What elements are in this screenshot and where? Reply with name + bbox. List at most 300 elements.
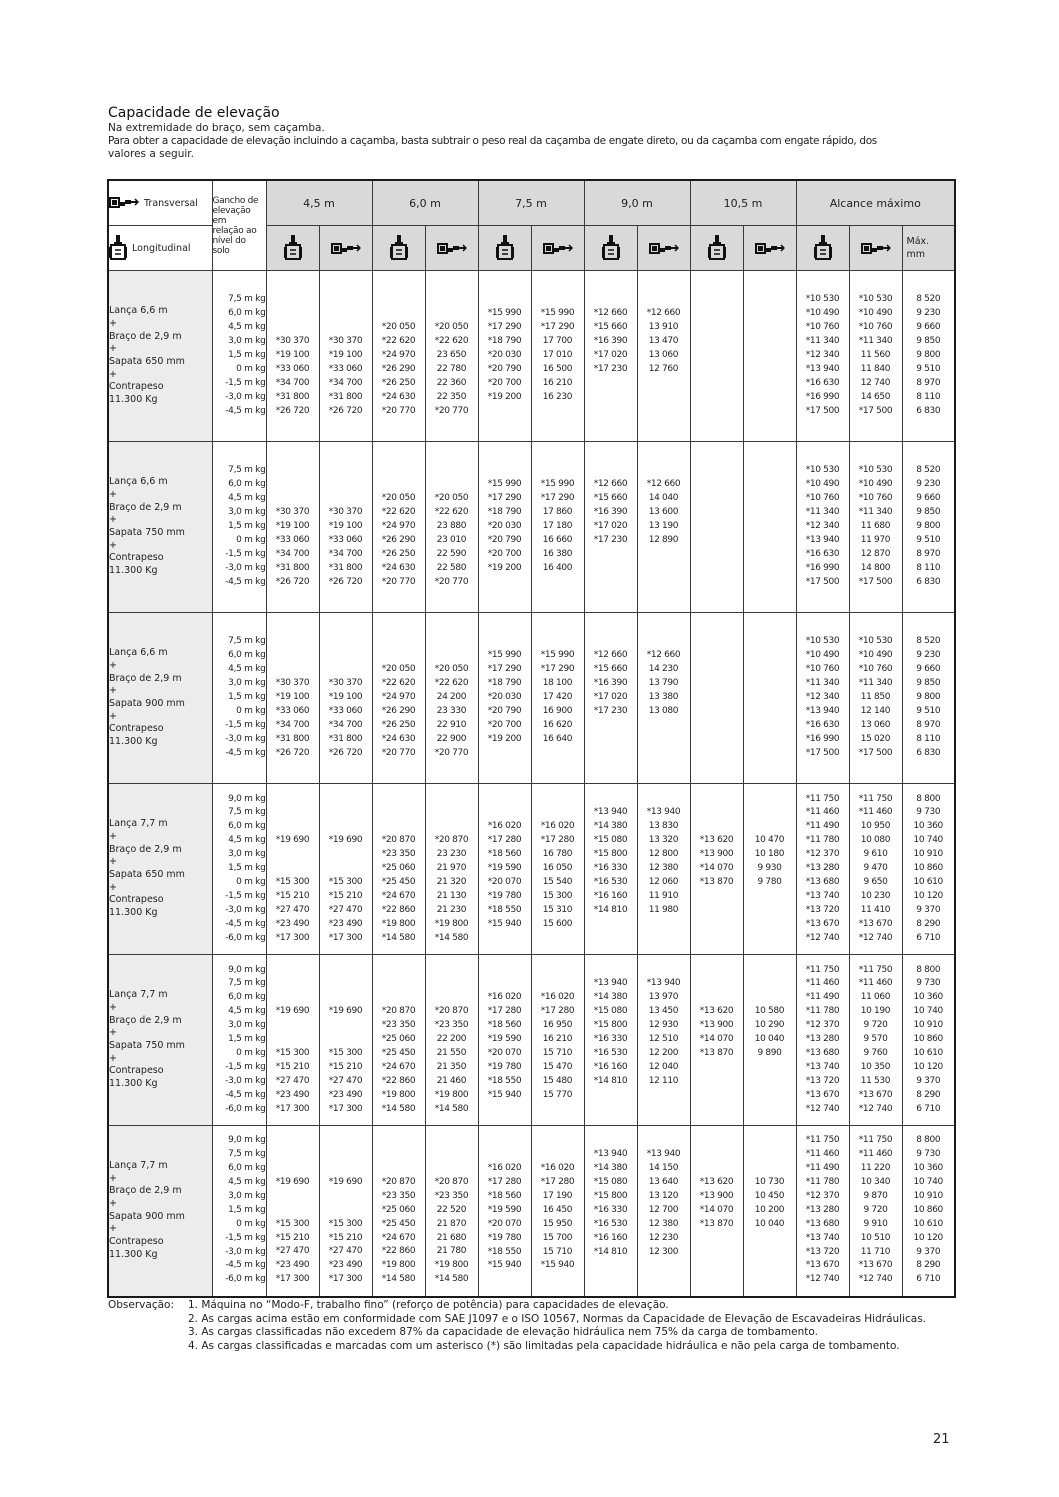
capacity-value: *26 720 bbox=[328, 405, 363, 416]
capacity-value: *33 060 bbox=[275, 363, 310, 374]
capacity-value bbox=[638, 793, 690, 807]
capacity-value bbox=[373, 806, 425, 820]
height-cell bbox=[212, 784, 266, 955]
capacity-value bbox=[691, 506, 743, 520]
capacity-value: *22 620 bbox=[434, 507, 469, 518]
capacity-value: *26 720 bbox=[275, 747, 310, 758]
capacity-value bbox=[320, 492, 372, 506]
capacity-value: *20 870 bbox=[381, 1176, 416, 1187]
capacity-value: *19 590 bbox=[487, 863, 522, 874]
capacity-value bbox=[373, 635, 425, 649]
capacity-cell bbox=[584, 955, 637, 1126]
capacity-value bbox=[585, 747, 637, 761]
capacity-value: 11 850 bbox=[860, 692, 891, 703]
capacity-value: *23 490 bbox=[328, 1260, 363, 1271]
max-mm-label: Máx. bbox=[906, 236, 930, 247]
capacity-value bbox=[479, 964, 531, 978]
capacity-value bbox=[532, 1148, 584, 1162]
capacity-value: *34 700 bbox=[275, 719, 310, 730]
height-value: 3,0 m kg bbox=[228, 507, 266, 518]
capacity-value: *19 100 bbox=[275, 692, 310, 703]
capacity-value bbox=[479, 576, 531, 590]
capacity-value: 10 180 bbox=[754, 849, 785, 860]
capacity-value: 6 710 bbox=[916, 1274, 941, 1285]
capacity-value bbox=[320, 649, 372, 663]
capacity-value: 8 290 bbox=[916, 1260, 941, 1271]
capacity-value bbox=[638, 576, 690, 590]
capacity-cell bbox=[478, 442, 531, 613]
capacity-value: 12 040 bbox=[648, 1061, 679, 1072]
capacity-value: 10 350 bbox=[860, 1061, 891, 1072]
config-line: Sapata 900 mm bbox=[109, 1210, 185, 1222]
capacity-value: *12 370 bbox=[805, 1190, 840, 1201]
capacity-value: *22 620 bbox=[434, 678, 469, 689]
longitudinal-icon bbox=[109, 235, 127, 261]
capacity-value: *33 060 bbox=[275, 534, 310, 545]
config-line: Contrapeso bbox=[109, 1236, 164, 1248]
capacity-value: 17 010 bbox=[542, 350, 573, 361]
capacity-value: *20 070 bbox=[487, 1047, 522, 1058]
capacity-value: *26 720 bbox=[328, 747, 363, 758]
capacity-value: *20 770 bbox=[434, 405, 469, 416]
capacity-value bbox=[267, 1148, 319, 1162]
capacity-value: *16 390 bbox=[593, 507, 628, 518]
capacity-value: *12 740 bbox=[805, 932, 840, 943]
capacity-cell bbox=[902, 442, 955, 613]
capacity-value: 6 830 bbox=[916, 405, 941, 416]
capacity-value bbox=[691, 733, 743, 747]
capacity-value bbox=[320, 964, 372, 978]
capacity-value: *15 940 bbox=[487, 918, 522, 929]
capacity-value: 8 800 bbox=[916, 793, 941, 804]
capacity-value: *15 660 bbox=[593, 493, 628, 504]
config-block-row bbox=[108, 955, 955, 1126]
capacity-value bbox=[585, 964, 637, 978]
capacity-value: 10 740 bbox=[913, 1176, 943, 1187]
capacity-value: *16 630 bbox=[805, 719, 840, 730]
capacity-value: *16 530 bbox=[593, 1218, 628, 1229]
capacity-value: 8 110 bbox=[916, 562, 941, 573]
capacity-value: 11 560 bbox=[860, 350, 891, 361]
capacity-value: *16 390 bbox=[593, 678, 628, 689]
capacity-value: *23 350 bbox=[381, 1190, 416, 1201]
capacity-value: 14 800 bbox=[860, 562, 891, 573]
config-cell bbox=[108, 1126, 212, 1297]
side-view-col-icon bbox=[531, 226, 584, 271]
capacity-value bbox=[585, 1103, 637, 1117]
capacity-value: 12 760 bbox=[648, 363, 679, 374]
capacity-value: *34 700 bbox=[275, 548, 310, 559]
capacity-value: *14 070 bbox=[699, 863, 734, 874]
capacity-value: *15 210 bbox=[328, 1061, 363, 1072]
capacity-value: *10 490 bbox=[858, 650, 893, 661]
capacity-cell bbox=[849, 271, 902, 442]
capacity-value bbox=[638, 1273, 690, 1287]
capacity-value: 13 470 bbox=[648, 336, 679, 347]
capacity-value: *13 940 bbox=[646, 807, 681, 818]
capacity-value: *18 560 bbox=[487, 1020, 522, 1031]
capacity-value: 8 520 bbox=[916, 294, 941, 305]
capacity-value bbox=[744, 492, 796, 506]
height-value: -1,5 m kg bbox=[225, 719, 266, 730]
capacity-value: 13 080 bbox=[648, 705, 679, 716]
capacity-value: *18 790 bbox=[487, 336, 522, 347]
capacity-value: *19 100 bbox=[275, 521, 310, 532]
height-value: -4,5 m kg bbox=[225, 918, 266, 929]
capacity-value: 8 290 bbox=[916, 1089, 941, 1100]
capacity-value: *27 470 bbox=[328, 1075, 363, 1086]
capacity-cell bbox=[266, 613, 319, 784]
intro-line-3: valores a seguir. bbox=[108, 148, 194, 160]
capacity-cell bbox=[531, 442, 584, 613]
capacity-value: *16 330 bbox=[593, 1034, 628, 1045]
capacity-value: *11 340 bbox=[805, 678, 840, 689]
capacity-value: *11 460 bbox=[858, 807, 893, 818]
capacity-value: *13 720 bbox=[805, 1246, 840, 1257]
config-block-row bbox=[108, 271, 955, 442]
height-value: 6,0 m kg bbox=[228, 308, 266, 319]
capacity-value bbox=[267, 649, 319, 663]
capacity-value: *34 700 bbox=[328, 377, 363, 388]
capacity-value: *19 690 bbox=[328, 1176, 363, 1187]
capacity-value bbox=[638, 964, 690, 978]
capacity-value: *33 060 bbox=[328, 705, 363, 716]
capacity-value: *17 290 bbox=[540, 493, 575, 504]
capacity-value bbox=[320, 977, 372, 991]
config-line: Contrapeso bbox=[109, 723, 164, 735]
capacity-value: *13 670 bbox=[858, 1260, 893, 1271]
capacity-value: *15 990 bbox=[540, 308, 575, 319]
capacity-value: 15 470 bbox=[542, 1061, 573, 1072]
capacity-value bbox=[691, 548, 743, 562]
capacity-value bbox=[267, 1190, 319, 1204]
capacity-value bbox=[744, 478, 796, 492]
capacity-cell bbox=[584, 271, 637, 442]
capacity-value: *11 490 bbox=[805, 1163, 840, 1174]
capacity-value bbox=[691, 1259, 743, 1273]
capacity-value: *15 990 bbox=[540, 479, 575, 490]
capacity-cell bbox=[849, 613, 902, 784]
capacity-value bbox=[691, 663, 743, 677]
capacity-value bbox=[426, 649, 478, 663]
capacity-value bbox=[585, 793, 637, 807]
capacity-value: *20 030 bbox=[487, 521, 522, 532]
capacity-value: *16 990 bbox=[805, 562, 840, 573]
capacity-value: *15 800 bbox=[593, 1190, 628, 1201]
capacity-cell bbox=[372, 442, 425, 613]
capacity-value bbox=[479, 1273, 531, 1287]
capacity-value: 10 190 bbox=[860, 1006, 891, 1017]
height-value: 4,5 m kg bbox=[228, 493, 266, 504]
capacity-value: 22 360 bbox=[436, 377, 467, 388]
capacity-value: 23 010 bbox=[436, 534, 467, 545]
capacity-value: 12 740 bbox=[860, 377, 891, 388]
height-value: -3,0 m kg bbox=[225, 562, 266, 573]
capacity-value bbox=[320, 464, 372, 478]
capacity-value: *20 770 bbox=[381, 405, 416, 416]
capacity-value: *15 210 bbox=[328, 1232, 363, 1243]
capacity-value: 16 210 bbox=[542, 377, 573, 388]
capacity-cell bbox=[425, 442, 478, 613]
capacity-value: *10 530 bbox=[858, 294, 893, 305]
capacity-value: *11 340 bbox=[805, 336, 840, 347]
capacity-value: 11 910 bbox=[648, 890, 679, 901]
capacity-value: *17 500 bbox=[858, 747, 893, 758]
capacity-value bbox=[744, 520, 796, 534]
capacity-value bbox=[744, 576, 796, 590]
capacity-value: 11 530 bbox=[860, 1075, 891, 1086]
capacity-value: *27 470 bbox=[275, 904, 310, 915]
capacity-value: *31 800 bbox=[328, 391, 363, 402]
capacity-value bbox=[585, 932, 637, 946]
excavator-front-view-icon bbox=[496, 238, 514, 257]
capacity-value: 13 790 bbox=[648, 678, 679, 689]
capacity-value: *13 680 bbox=[805, 1218, 840, 1229]
capacity-value: *14 380 bbox=[593, 821, 628, 832]
capacity-value: 10 910 bbox=[913, 1020, 943, 1031]
height-value: -4,5 m kg bbox=[225, 405, 266, 416]
height-value: 1,5 m kg bbox=[228, 1204, 266, 1215]
height-value: -3,0 m kg bbox=[225, 1246, 266, 1257]
capacity-value: *15 990 bbox=[540, 650, 575, 661]
capacity-value: *16 530 bbox=[593, 1047, 628, 1058]
capacity-value bbox=[691, 649, 743, 663]
capacity-value: *27 470 bbox=[275, 1246, 310, 1257]
capacity-value bbox=[267, 293, 319, 307]
capacity-value bbox=[691, 977, 743, 991]
capacity-value bbox=[320, 1204, 372, 1218]
capacity-value: *24 670 bbox=[381, 1232, 416, 1243]
capacity-value: 23 330 bbox=[436, 705, 467, 716]
capacity-value: 10 740 bbox=[913, 1006, 943, 1017]
capacity-value: *17 020 bbox=[593, 350, 628, 361]
capacity-value bbox=[532, 932, 584, 946]
capacity-value: 10 450 bbox=[754, 1190, 785, 1201]
capacity-value: *33 060 bbox=[328, 363, 363, 374]
capacity-value: *31 800 bbox=[328, 562, 363, 573]
capacity-cell bbox=[584, 613, 637, 784]
capacity-value: *14 070 bbox=[699, 1204, 734, 1215]
capacity-value bbox=[267, 635, 319, 649]
transversal-header bbox=[108, 180, 212, 226]
capacity-value: *13 940 bbox=[593, 807, 628, 818]
capacity-value: *20 030 bbox=[487, 692, 522, 703]
capacity-value: *12 740 bbox=[805, 1103, 840, 1114]
capacity-value: 22 910 bbox=[436, 719, 467, 730]
capacity-value: *26 250 bbox=[381, 377, 416, 388]
height-value: 4,5 m kg bbox=[228, 322, 266, 333]
capacity-value bbox=[691, 806, 743, 820]
capacity-value bbox=[479, 747, 531, 761]
capacity-value bbox=[691, 1134, 743, 1148]
config-block-row bbox=[108, 613, 955, 784]
capacity-value: *27 470 bbox=[275, 1075, 310, 1086]
capacity-value bbox=[373, 1148, 425, 1162]
capacity-value bbox=[373, 977, 425, 991]
config-line: 11.300 Kg bbox=[109, 394, 158, 406]
capacity-value: *19 780 bbox=[487, 1232, 522, 1243]
capacity-value: 9 660 bbox=[916, 664, 941, 675]
capacity-value bbox=[267, 862, 319, 876]
capacity-value: 13 190 bbox=[648, 521, 679, 532]
capacity-cell bbox=[796, 613, 849, 784]
capacity-value: *20 770 bbox=[381, 576, 416, 587]
capacity-value: 8 970 bbox=[916, 377, 941, 388]
capacity-value bbox=[373, 964, 425, 978]
capacity-value: *19 690 bbox=[275, 1176, 310, 1187]
capacity-value bbox=[426, 1148, 478, 1162]
capacity-value bbox=[744, 904, 796, 918]
height-value: 0 m kg bbox=[236, 1047, 266, 1058]
capacity-value: *19 100 bbox=[328, 521, 363, 532]
capacity-value: 10 200 bbox=[754, 1204, 785, 1215]
capacity-value bbox=[691, 932, 743, 946]
capacity-value bbox=[744, 663, 796, 677]
capacity-cell bbox=[319, 613, 372, 784]
capacity-value: *13 670 bbox=[805, 1260, 840, 1271]
capacity-value: *17 020 bbox=[593, 692, 628, 703]
capacity-value: *10 490 bbox=[805, 650, 840, 661]
capacity-value bbox=[744, 1246, 796, 1260]
capacity-value bbox=[426, 635, 478, 649]
capacity-value: *11 460 bbox=[805, 978, 840, 989]
capacity-cell bbox=[902, 271, 955, 442]
capacity-value: *24 970 bbox=[381, 350, 416, 361]
height-value: 1,5 m kg bbox=[228, 692, 266, 703]
capacity-value: 9 850 bbox=[916, 678, 941, 689]
capacity-value bbox=[267, 1162, 319, 1176]
capacity-value: 21 130 bbox=[436, 890, 467, 901]
capacity-value: *16 020 bbox=[540, 1163, 575, 1174]
capacity-value: 13 910 bbox=[648, 322, 679, 333]
capacity-value: 11 970 bbox=[860, 534, 891, 545]
capacity-value: 17 860 bbox=[542, 507, 573, 518]
capacity-value: *19 100 bbox=[275, 350, 310, 361]
capacity-cell bbox=[690, 271, 743, 442]
capacity-value bbox=[691, 520, 743, 534]
capacity-value bbox=[267, 492, 319, 506]
config-line: + bbox=[109, 1027, 117, 1039]
capacity-value bbox=[373, 293, 425, 307]
capacity-value: *23 350 bbox=[434, 1020, 469, 1031]
note-item: 3. As cargas classificadas não excedem 87% da capacidade de elevação hidráulica nem 75% da carga de tombamento. bbox=[188, 1326, 818, 1339]
capacity-value: 17 190 bbox=[542, 1190, 573, 1201]
capacity-value bbox=[373, 478, 425, 492]
capacity-value: *15 210 bbox=[275, 890, 310, 901]
capacity-value bbox=[744, 1259, 796, 1273]
height-cell bbox=[212, 442, 266, 613]
capacity-value: 9 230 bbox=[916, 308, 941, 319]
capacity-cell bbox=[425, 613, 478, 784]
span-header-6-0: 6,0 m bbox=[372, 180, 478, 226]
capacity-cell bbox=[637, 271, 690, 442]
capacity-value: 10 580 bbox=[754, 1006, 785, 1017]
capacity-value bbox=[638, 918, 690, 932]
height-value: -3,0 m kg bbox=[225, 904, 266, 915]
capacity-value: *16 160 bbox=[593, 1061, 628, 1072]
capacity-value: *11 460 bbox=[858, 1149, 893, 1160]
capacity-value bbox=[267, 964, 319, 978]
capacity-value: *13 670 bbox=[805, 918, 840, 929]
capacity-value: *18 560 bbox=[487, 1190, 522, 1201]
capacity-value bbox=[744, 307, 796, 321]
capacity-value: *13 870 bbox=[699, 1218, 734, 1229]
capacity-value bbox=[373, 649, 425, 663]
capacity-value bbox=[426, 977, 478, 991]
capacity-value bbox=[744, 649, 796, 663]
capacity-value bbox=[691, 377, 743, 391]
span-header-10-5: 10,5 m bbox=[690, 180, 796, 226]
capacity-value: 10 730 bbox=[754, 1176, 785, 1187]
capacity-value: 14 040 bbox=[648, 493, 679, 504]
capacity-value bbox=[638, 293, 690, 307]
capacity-value: *26 290 bbox=[381, 534, 416, 545]
capacity-value bbox=[320, 1019, 372, 1033]
capacity-value: *13 280 bbox=[805, 1034, 840, 1045]
height-value: -1,5 m kg bbox=[225, 890, 266, 901]
capacity-value: *12 660 bbox=[646, 479, 681, 490]
capacity-value: 8 520 bbox=[916, 465, 941, 476]
capacity-value: *13 670 bbox=[858, 1089, 893, 1100]
height-value: 1,5 m kg bbox=[228, 1034, 266, 1045]
height-value: 6,0 m kg bbox=[228, 650, 266, 661]
capacity-value: *10 530 bbox=[805, 636, 840, 647]
capacity-value: 16 230 bbox=[542, 391, 573, 402]
capacity-value: *11 750 bbox=[805, 793, 840, 804]
capacity-value: *11 780 bbox=[805, 1006, 840, 1017]
capacity-value bbox=[532, 1103, 584, 1117]
capacity-value bbox=[744, 391, 796, 405]
note-item: 1. Máquina no “Modo-F, trabalho fino” (reforço de potência) para capacidades de elevação. bbox=[188, 1299, 669, 1311]
capacity-cell bbox=[902, 955, 955, 1126]
capacity-value bbox=[373, 1134, 425, 1148]
capacity-value bbox=[691, 293, 743, 307]
capacity-value: 22 200 bbox=[436, 1034, 467, 1045]
capacity-value: *13 870 bbox=[699, 876, 734, 887]
capacity-value bbox=[426, 293, 478, 307]
capacity-value: *12 740 bbox=[858, 1103, 893, 1114]
capacity-value bbox=[691, 405, 743, 419]
capacity-value: 9 870 bbox=[863, 1190, 888, 1201]
height-value: 0 m kg bbox=[236, 1218, 266, 1229]
capacity-value bbox=[426, 806, 478, 820]
capacity-value bbox=[691, 335, 743, 349]
capacity-value: *15 800 bbox=[593, 849, 628, 860]
capacity-value: *30 370 bbox=[328, 336, 363, 347]
capacity-value bbox=[320, 307, 372, 321]
capacity-value: *14 580 bbox=[434, 1274, 469, 1285]
front-view-col-icon bbox=[584, 226, 637, 271]
capacity-value bbox=[744, 464, 796, 478]
capacity-value: *14 380 bbox=[593, 1163, 628, 1174]
height-value: -3,0 m kg bbox=[225, 733, 266, 744]
capacity-value bbox=[638, 391, 690, 405]
capacity-value: *22 620 bbox=[381, 507, 416, 518]
capacity-value: *22 860 bbox=[381, 1075, 416, 1086]
config-line: + bbox=[109, 317, 117, 329]
capacity-value: *17 230 bbox=[593, 363, 628, 374]
capacity-value bbox=[320, 1190, 372, 1204]
height-value: 1,5 m kg bbox=[228, 350, 266, 361]
capacity-value: *15 300 bbox=[275, 1218, 310, 1229]
capacity-value bbox=[691, 991, 743, 1005]
capacity-value bbox=[479, 1103, 531, 1117]
capacity-value bbox=[532, 964, 584, 978]
config-line: Braço de 2,9 m bbox=[109, 1185, 182, 1197]
capacity-value: *22 860 bbox=[381, 904, 416, 915]
capacity-value bbox=[532, 1273, 584, 1287]
capacity-value: *16 020 bbox=[540, 992, 575, 1003]
